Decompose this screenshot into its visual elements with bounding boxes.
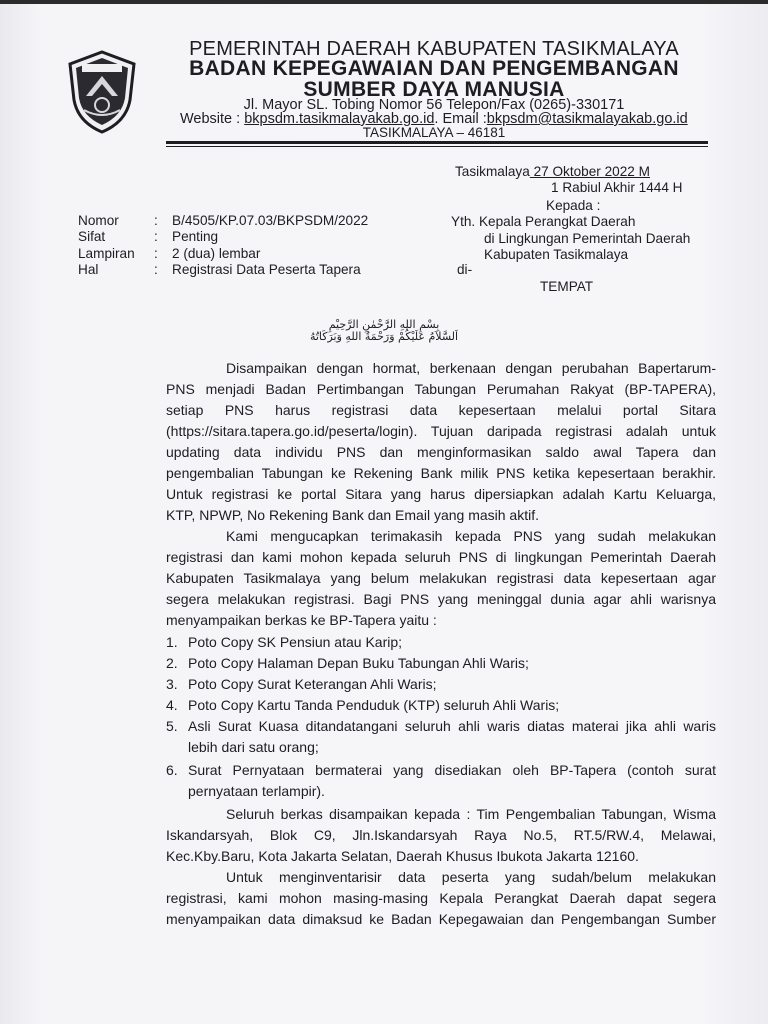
addressee-line3: Kabupaten Tasikmalaya [484,247,629,262]
addressee-line1: Yth. Kepala Perangkat Daerah [451,214,636,229]
paragraph-line: Kabupaten Tasikmalaya yang belum melakukan registrasi data kepesertaan agar [166,570,716,586]
basmala: بِسْمِ اللهِ الرَّحْمٰنِ الرَّحِيْمِ [328,318,440,331]
paragraph-line: menyampaikan data dimaksud ke Badan Kepegawaian dan Pengembangan Sumber [166,911,716,927]
meta-label: Sifat [78,229,106,244]
letterhead-government: PEMERINTAH DAERAH KABUPATEN TASIKMALAYA [189,38,679,60]
list-item: Surat Pernyataan bermaterai yang disediakan oleh BP-Tapera (contoh surat [188,762,716,778]
letterhead-address: Jl. Mayor SL. Tobing Nomor 56 Telepon/Fax (0265)-330171 [243,97,625,113]
meta-colon: : [154,229,158,244]
paragraph-line: KTP, NPWP, No Rekening Bank dan Email yang masih aktif. [166,507,539,523]
letterhead-agency: BADAN KEPEGAWAIAN DAN PENGEMBANGAN [189,57,679,80]
scan-edge [0,0,768,4]
website-label: Website : [180,111,245,127]
paragraph-line: Untuk menginventarisir data peserta yang sudah/belum melakukan [226,869,716,885]
list-item-cont: pernyataan terlampir). [188,783,325,799]
list-number: 2. [166,655,178,671]
meta-value: Penting [172,229,219,244]
letter-date: Tasikmalaya 27 Oktober 2022 M [455,164,650,179]
list-item: Poto Copy SK Pensiun atau Karip; [188,634,403,650]
list-number: 6. [166,762,178,778]
paragraph-line: Iskandarsyah, Blok C9, Jln.Iskandarsyah Raya No.5, RT.5/RW.4, Melawai, [166,827,716,843]
meta-value: Registrasi Data Peserta Tapera [172,262,361,277]
list-number: 4. [166,697,178,713]
paragraph-line: PNS menjadi Badan Pertimbangan Tabungan Perumahan Rakyat (BP-TAPERA), [166,381,716,397]
paragraph-line: Kec.Kby.Baru, Kota Jakarta Selatan, Daerah Khusus Ibukota Jakarta 12160. [166,848,639,864]
paragraph-line: (https://sitara.tapera.go.id/peserta/login). Tujuan daripada registrasi adalah untuk [166,423,716,439]
email-link[interactable]: bkpsdm@tasikmalayakab.go.id [486,111,688,127]
paragraph-line: registrasi dan kami mohon kepada seluruh PNS di lingkungan Pemerintah Daerah [166,549,716,565]
list-item: Poto Copy Halaman Depan Buku Tabungan Ahli Waris; [188,655,529,671]
meta-label: Nomor [78,213,119,228]
list-item: Asli Surat Kuasa ditandatangani seluruh ahli waris diatas materai jika ahli waris [188,718,716,734]
website-link[interactable]: bkpsdm.tasikmalayakab.go.id [244,111,435,127]
paragraph-line: Seluruh berkas disampaikan kepada : Tim Pengembalian Tabungan, Wisma [226,806,716,822]
paragraph-line: pengembalian Tabungan ke Rekening Bank milik PNS ketika kepesertaan berakhir. [166,465,716,481]
letterhead-rule-thin [166,146,708,147]
list-item-cont: lebih dari satu orang; [188,739,319,755]
letterhead-city: TASIKMALAYA – 46181 [362,125,506,140]
paragraph-line: Kami mengucapkan terimakasih kepada PNS yang sudah melakukan [226,528,716,544]
salam-greeting: اَلسَّلاَمُ عَلَيْكُمْ وَرَحْمَةُ اللهِ وَبَرَكَاتُهُ [309,330,459,343]
list-number: 5. [166,718,178,734]
paragraph-line: menyampaikan berkas ke BP-Tapera yaitu : [166,612,437,628]
hijri-date: 1 Rabiul Akhir 1444 H [551,180,683,195]
paragraph-line: Untuk registrasi ke portal Sitara yang harus dipersiapkan adalah Kartu Keluarga, [166,486,716,502]
paragraph-line: Disampaikan dengan hormat, berkenaan dengan perubahan Bapertarum- [226,360,716,376]
letterhead-agency-cont: SUMBER DAYA MANUSIA [303,78,565,101]
meta-colon: : [154,246,158,261]
meta-colon: : [154,213,158,228]
addressee-tempat: TEMPAT [540,279,594,294]
list-number: 3. [166,676,178,692]
letterhead-rule [166,141,708,144]
paragraph-line: updating data individu PNS dan menginformasikan saldo awal Tapera dan [166,444,716,460]
list-item: Poto Copy Surat Keterangan Ahli Waris; [188,676,437,692]
meta-value: B/4505/KP.07.03/BKPSDM/2022 [172,213,369,228]
addressee-line2: di Lingkungan Pemerintah Daerah [484,231,691,246]
paragraph-line: registrasi, kami mohon masing-masing Kepala Perangkat Daerah dapat segera [166,890,716,906]
meta-label: Lampiran [78,246,135,261]
addressee-kepada: Kepada : [546,198,601,213]
meta-value: 2 (dua) lembar [172,246,261,261]
paragraph-line: setiap PNS harus registrasi data kepesertaan melalui portal Sitara [166,402,716,418]
list-item: Poto Copy Kartu Tanda Penduduk (KTP) seluruh Ahli Waris; [188,697,560,713]
paragraph-line: segera melakukan registrasi. Bagi PNS yang meninggal dunia agar ahli warisnya [166,591,716,607]
meta-label: Hal [78,262,99,277]
meta-colon: : [154,262,158,277]
email-label: . Email : [434,111,487,127]
list-number: 1. [166,634,178,650]
addressee-di: di- [457,262,473,277]
